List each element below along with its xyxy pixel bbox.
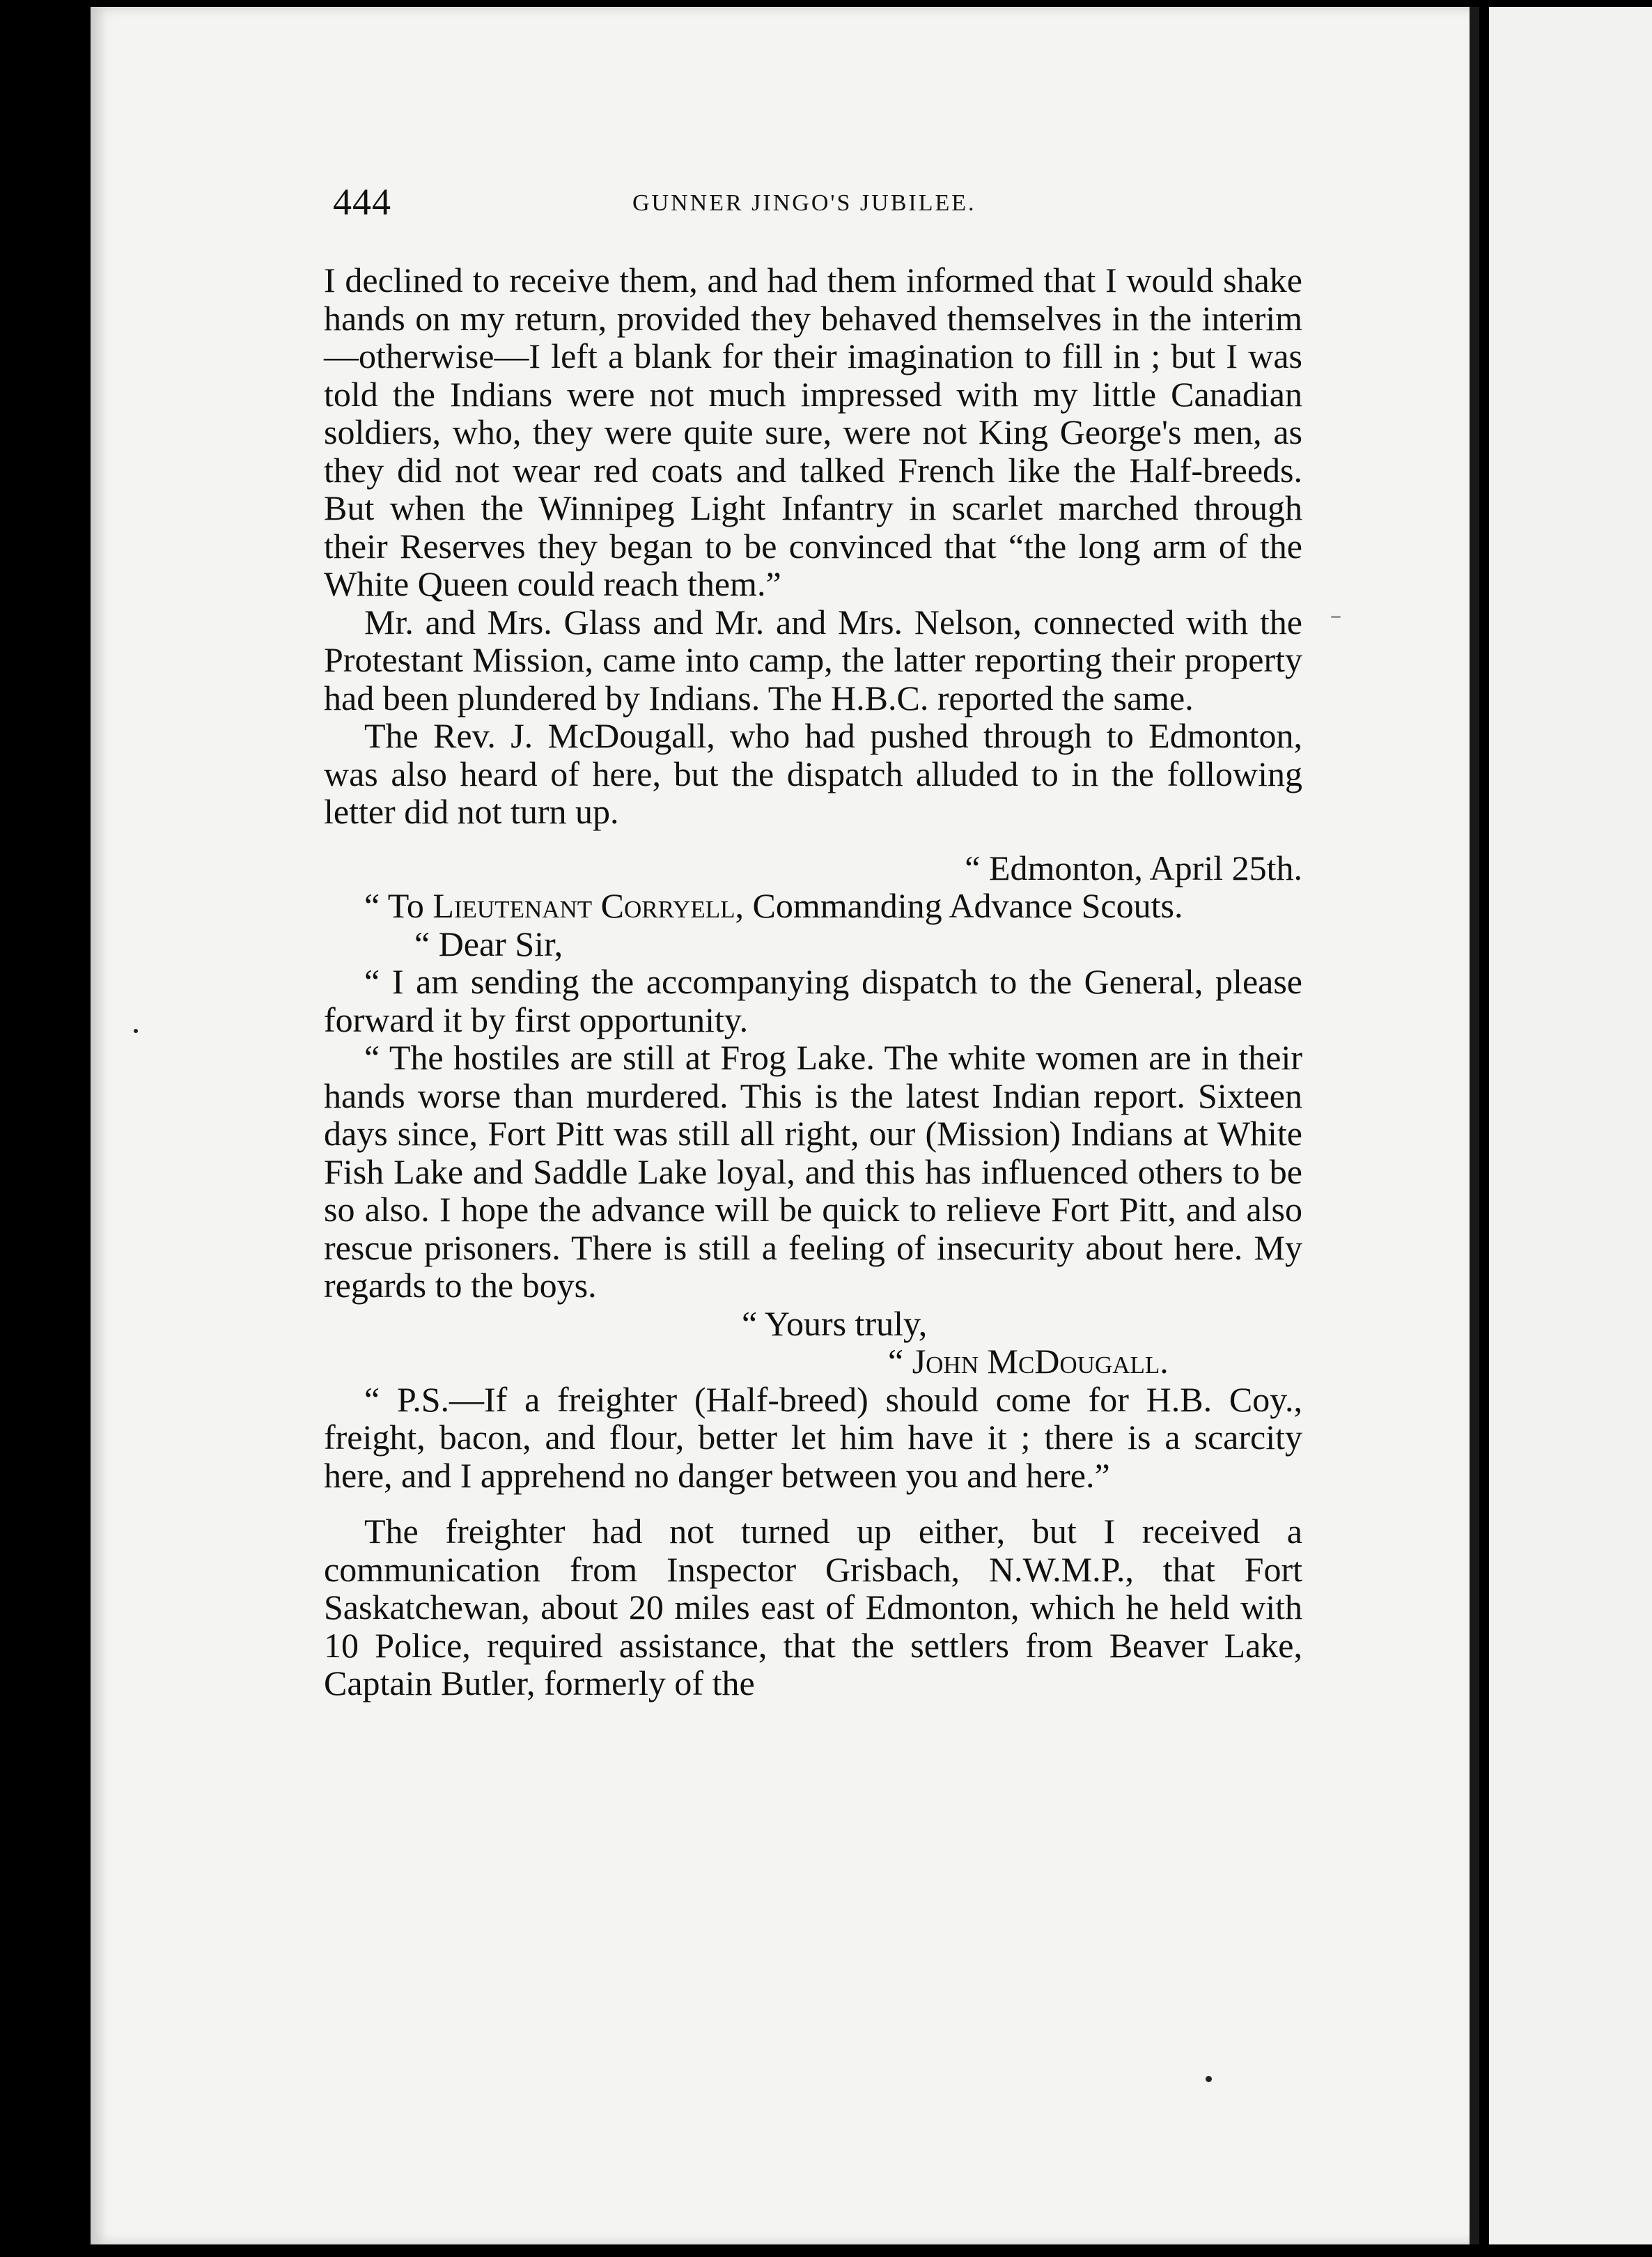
letter-paragraph-dispatch: “ I am sending the accompanying dispatch to the General, please forward it by first opportunity.: [324, 962, 1302, 1039]
paragraph-declined: I declined to receive them, and had them informed that I would shake hands on my return, provided they behaved themselves in the interim—otherwise—I left a blank for their imagination to fill in ; but I was told the Indians were not much impressed with my little Canadian soldiers, who, they were quite sure, were not King George's men, as they did not wear red coats and talked French like the Half-breeds. But when the Winnipeg Light Infantry in scarlet marched through their Reserves they began to be convinced that “the long arm of the White Queen could reach them.”: [324, 261, 1302, 603]
letter-salutation: “ Dear Sir,: [414, 924, 563, 963]
page-header: [333, 178, 1295, 233]
paragraph-freighter: The freighter had not turned up either, but I received a communication from Inspector Grisbach, N.W.M.P., that Fort Saskatchewan, about 20 miles east of Edmonton, which he held with 10 Police, required assistance, that the settlers from Beaver Lake, Captain Butler, formerly of the: [324, 1512, 1302, 1703]
letter-closing: “ Yours truly,: [742, 1303, 928, 1343]
print-speck: [134, 1029, 138, 1033]
print-speck: [1206, 2076, 1212, 2082]
adjacent-page-edge: [1489, 7, 1652, 2244]
paragraph-glass-nelson: Mr. and Mrs. Glass and Mr. and Mrs. Nelson, connected with the Protestant Mission, came into camp, the latter reporting their property had been plundered by Indians. The H.B.C. reported the same.: [324, 602, 1302, 718]
print-speck: [1331, 616, 1341, 618]
page-gutter: [1470, 7, 1479, 2244]
letter-signature: [324, 1342, 1302, 1381]
letter-addressee: [324, 887, 1302, 925]
running-title: GUNNER JINGO'S JUBILEE.: [632, 190, 976, 216]
letter-paragraph-hostiles: “ The hostiles are still at Frog Lake. The white women are in their hands worse than murdered. This is the latest Indian report. Sixteen days since, Fort Pitt was still all right, our (Mission) Indians at White Fish Lake and Saddle Lake loyal, and this has influenced others to be so also. I hope the advance will be quick to relieve Fort Pitt, and also rescue prisoners. There is still a feeling of insecurity about here. My regards to the boys.: [324, 1038, 1302, 1305]
letter-postscript: “ P.S.—If a freighter (Half-breed) should come for H.B. Coy., freight, bacon, and flour, better let him have it ; there is a scarcity here, and I apprehend no danger between you and here.”: [324, 1379, 1302, 1495]
signature-name: John McDougall.: [912, 1342, 1169, 1381]
addressee-suffix: , Commanding Advance Scouts.: [735, 886, 1183, 925]
page-text: [324, 261, 1302, 1703]
page-number: 444: [333, 181, 391, 223]
letter-dateline: “ Edmonton, April 25th.: [965, 848, 1302, 887]
addressee-prefix: “ To: [364, 886, 433, 925]
signature-prefix: “: [888, 1342, 912, 1381]
addressee-name: Lieutenant Corryell: [433, 886, 735, 925]
paragraph-mcdougall: The Rev. J. McDougall, who had pushed through to Edmonton, was also heard of here, but the dispatch alluded to in the following letter did not turn up.: [324, 716, 1302, 831]
